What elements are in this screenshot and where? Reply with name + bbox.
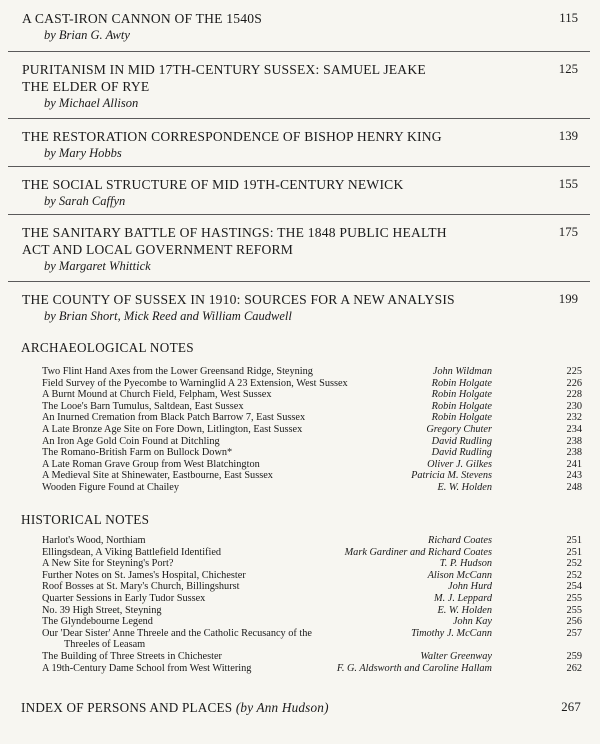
- note-page: 252: [566, 558, 582, 570]
- index-page: 267: [561, 700, 581, 714]
- article-title: THE SANITARY BATTLE OF HASTINGS: THE 1848 PUBLIC HEALTH: [22, 225, 447, 240]
- note-row: [42, 535, 582, 547]
- note-title: A Late Roman Grave Group from West Blatchington: [42, 458, 260, 470]
- note-row: [42, 389, 582, 401]
- note-author: F. G. Aldsworth and Caroline Hallam: [336, 662, 492, 674]
- archaeological-notes-list: [42, 366, 582, 494]
- note-row: [42, 558, 582, 570]
- article-page: 175: [558, 225, 578, 239]
- note-page: 225: [566, 366, 582, 377]
- note-title: A 19th-Century Dame School from West Wittering: [42, 662, 252, 674]
- note-title: An Inurned Cremation from Black Patch Barrow 7, East Sussex: [42, 412, 306, 424]
- index-entry: [21, 700, 581, 716]
- note-author: Patricia M. Stevens: [411, 470, 492, 482]
- note-page: 230: [566, 400, 582, 412]
- divider: [8, 214, 590, 215]
- note-page: 228: [566, 389, 582, 401]
- note-title: Quarter Sessions in Early Tudor Sussex: [42, 592, 206, 604]
- note-row: [42, 628, 582, 640]
- article-entry: [22, 291, 578, 324]
- note-title-continued: Threeles of Leasam: [64, 639, 146, 651]
- note-title: The Looe's Barn Tumulus, Saltdean, East Sussex: [42, 400, 244, 412]
- index-title: INDEX OF PERSONS AND PLACES: [21, 700, 233, 715]
- note-title: An Iron Age Gold Coin Found at Ditchling: [42, 435, 220, 447]
- article-author: by Margaret Whittick: [44, 259, 151, 273]
- note-row: [42, 401, 582, 413]
- note-author: E. W. Holden: [437, 604, 492, 616]
- note-title: Field Survey of the Pyecombe to Warninglid A 23 Extension, West Sussex: [42, 377, 348, 389]
- article-entry: [22, 176, 578, 209]
- note-author: David Rudling: [431, 435, 492, 447]
- note-row: [42, 547, 582, 559]
- note-row: [42, 424, 582, 436]
- note-row: [42, 378, 582, 390]
- divider: [8, 281, 590, 282]
- note-author: Richard Coates: [428, 535, 492, 546]
- note-author: John Kay: [452, 616, 492, 628]
- article-page: 115: [559, 11, 578, 25]
- article-entry: [22, 128, 578, 161]
- note-author: Gregory Chuter: [426, 423, 492, 435]
- article-page: 155: [558, 177, 578, 191]
- historical-notes-heading: HISTORICAL NOTES: [21, 512, 150, 527]
- note-title: No. 39 High Street, Steyning: [42, 604, 162, 616]
- article-page: 125: [558, 62, 578, 76]
- article-title: PURITANISM IN MID 17TH-CENTURY SUSSEX: SAMUEL JEAKE: [22, 62, 426, 77]
- note-page: 259: [566, 650, 582, 662]
- article-page: 139: [558, 129, 578, 143]
- note-page: 232: [566, 412, 582, 424]
- note-row: [42, 366, 582, 378]
- note-row: [42, 412, 582, 424]
- note-page: 255: [566, 604, 582, 616]
- note-page: 238: [566, 447, 582, 459]
- note-page: 251: [566, 535, 582, 546]
- article-author: by Mary Hobbs: [44, 146, 122, 160]
- index-author: (by Ann Hudson): [235, 700, 329, 715]
- note-page: 252: [566, 569, 582, 581]
- divider: [8, 118, 590, 119]
- article-title: A CAST-IRON CANNON OF THE 1540S: [22, 11, 262, 26]
- note-page: 248: [566, 481, 582, 493]
- note-title: Ellingsdean, A Viking Battlefield Identified: [42, 546, 222, 558]
- note-title: Roof Bosses at St. Mary's Church, Billingshurst: [42, 581, 240, 593]
- note-title: A New Site for Steyning's Port?: [42, 558, 174, 570]
- note-row: [42, 436, 582, 448]
- note-row: [42, 470, 582, 482]
- note-row: [42, 482, 582, 494]
- historical-notes-list: [42, 535, 582, 674]
- note-title: Further Notes on St. James's Hospital, Chichester: [42, 569, 246, 581]
- article-title: THE COUNTY OF SUSSEX IN 1910: SOURCES FOR A NEW ANALYSIS: [22, 292, 455, 307]
- note-title: A Medieval Site at Shinewater, Eastbourne, East Sussex: [42, 470, 273, 482]
- note-title: The Glyndebourne Legend: [42, 616, 153, 628]
- article-title: THE ELDER OF RYE: [22, 79, 150, 94]
- note-title: The Building of Three Streets in Chichester: [42, 650, 222, 662]
- divider: [8, 51, 590, 52]
- note-page: 243: [566, 470, 582, 482]
- note-author: Robin Holgate: [431, 377, 492, 389]
- note-title: Wooden Figure Found at Chailey: [42, 481, 180, 493]
- note-author: Walter Greenway: [420, 650, 492, 662]
- article-page: 199: [558, 292, 578, 306]
- note-row: [42, 459, 582, 471]
- article-author: by Brian Short, Mick Reed and William Caudwell: [44, 309, 292, 323]
- article-title: ACT AND LOCAL GOVERNMENT REFORM: [22, 242, 294, 257]
- archaeological-notes-heading: ARCHAEOLOGICAL NOTES: [21, 340, 194, 355]
- note-author: Robin Holgate: [431, 412, 492, 424]
- note-row: [42, 570, 582, 582]
- note-author: John Hurd: [448, 581, 492, 593]
- article-entry: [22, 224, 578, 274]
- note-row: [42, 581, 582, 593]
- note-page: 251: [566, 546, 582, 558]
- note-title: Two Flint Hand Axes from the Lower Greensand Ridge, Steyning: [42, 366, 313, 377]
- note-page: 241: [566, 458, 582, 470]
- note-title: Harlot's Wood, Northiam: [42, 535, 146, 546]
- note-title: A Burnt Mound at Church Field, Felpham, West Sussex: [42, 389, 272, 401]
- article-author: by Michael Allison: [44, 96, 139, 110]
- note-author: Oliver J. Gilkes: [427, 458, 492, 470]
- note-row: [42, 447, 582, 459]
- note-page: 226: [566, 377, 582, 389]
- note-author: David Rudling: [431, 447, 492, 459]
- article-author: by Brian G. Awty: [44, 28, 130, 42]
- article-title: THE SOCIAL STRUCTURE OF MID 19TH-CENTURY NEWICK: [22, 177, 404, 192]
- note-row: [42, 639, 582, 651]
- article-author: by Sarah Caffyn: [44, 194, 126, 208]
- note-page: 255: [566, 592, 582, 604]
- note-row: [42, 616, 582, 628]
- note-row: [42, 605, 582, 617]
- note-author: Alison McCann: [427, 569, 492, 581]
- note-author: John Wildman: [432, 366, 492, 377]
- note-title: A Late Bronze Age Site on Fore Down, Litlington, East Sussex: [42, 423, 303, 435]
- note-author: Robin Holgate: [431, 400, 492, 412]
- note-author: M. J. Leppard: [434, 592, 492, 604]
- note-author: Timothy J. McCann: [411, 627, 492, 639]
- note-row: [42, 651, 582, 663]
- note-page: 262: [566, 662, 582, 674]
- article-title: THE RESTORATION CORRESPONDENCE OF BISHOP HENRY KING: [22, 129, 442, 144]
- note-author: Mark Gardiner and Richard Coates: [344, 546, 492, 558]
- note-author: E. W. Holden: [437, 481, 492, 493]
- note-title: Our 'Dear Sister' Anne Threele and the Catholic Recusancy of the: [42, 627, 313, 639]
- note-page: 254: [566, 581, 582, 593]
- note-author: Robin Holgate: [431, 389, 492, 401]
- note-author: T. P. Hudson: [439, 558, 492, 570]
- note-page: 256: [566, 616, 582, 628]
- article-entry: [22, 61, 578, 111]
- divider: [8, 166, 590, 167]
- note-page: 257: [566, 627, 582, 639]
- note-row: [42, 663, 582, 675]
- note-row: [42, 593, 582, 605]
- note-page: 234: [566, 423, 582, 435]
- note-page: 238: [566, 435, 582, 447]
- note-title: The Romano-British Farm on Bullock Down*: [42, 447, 233, 459]
- article-entry: [22, 10, 578, 43]
